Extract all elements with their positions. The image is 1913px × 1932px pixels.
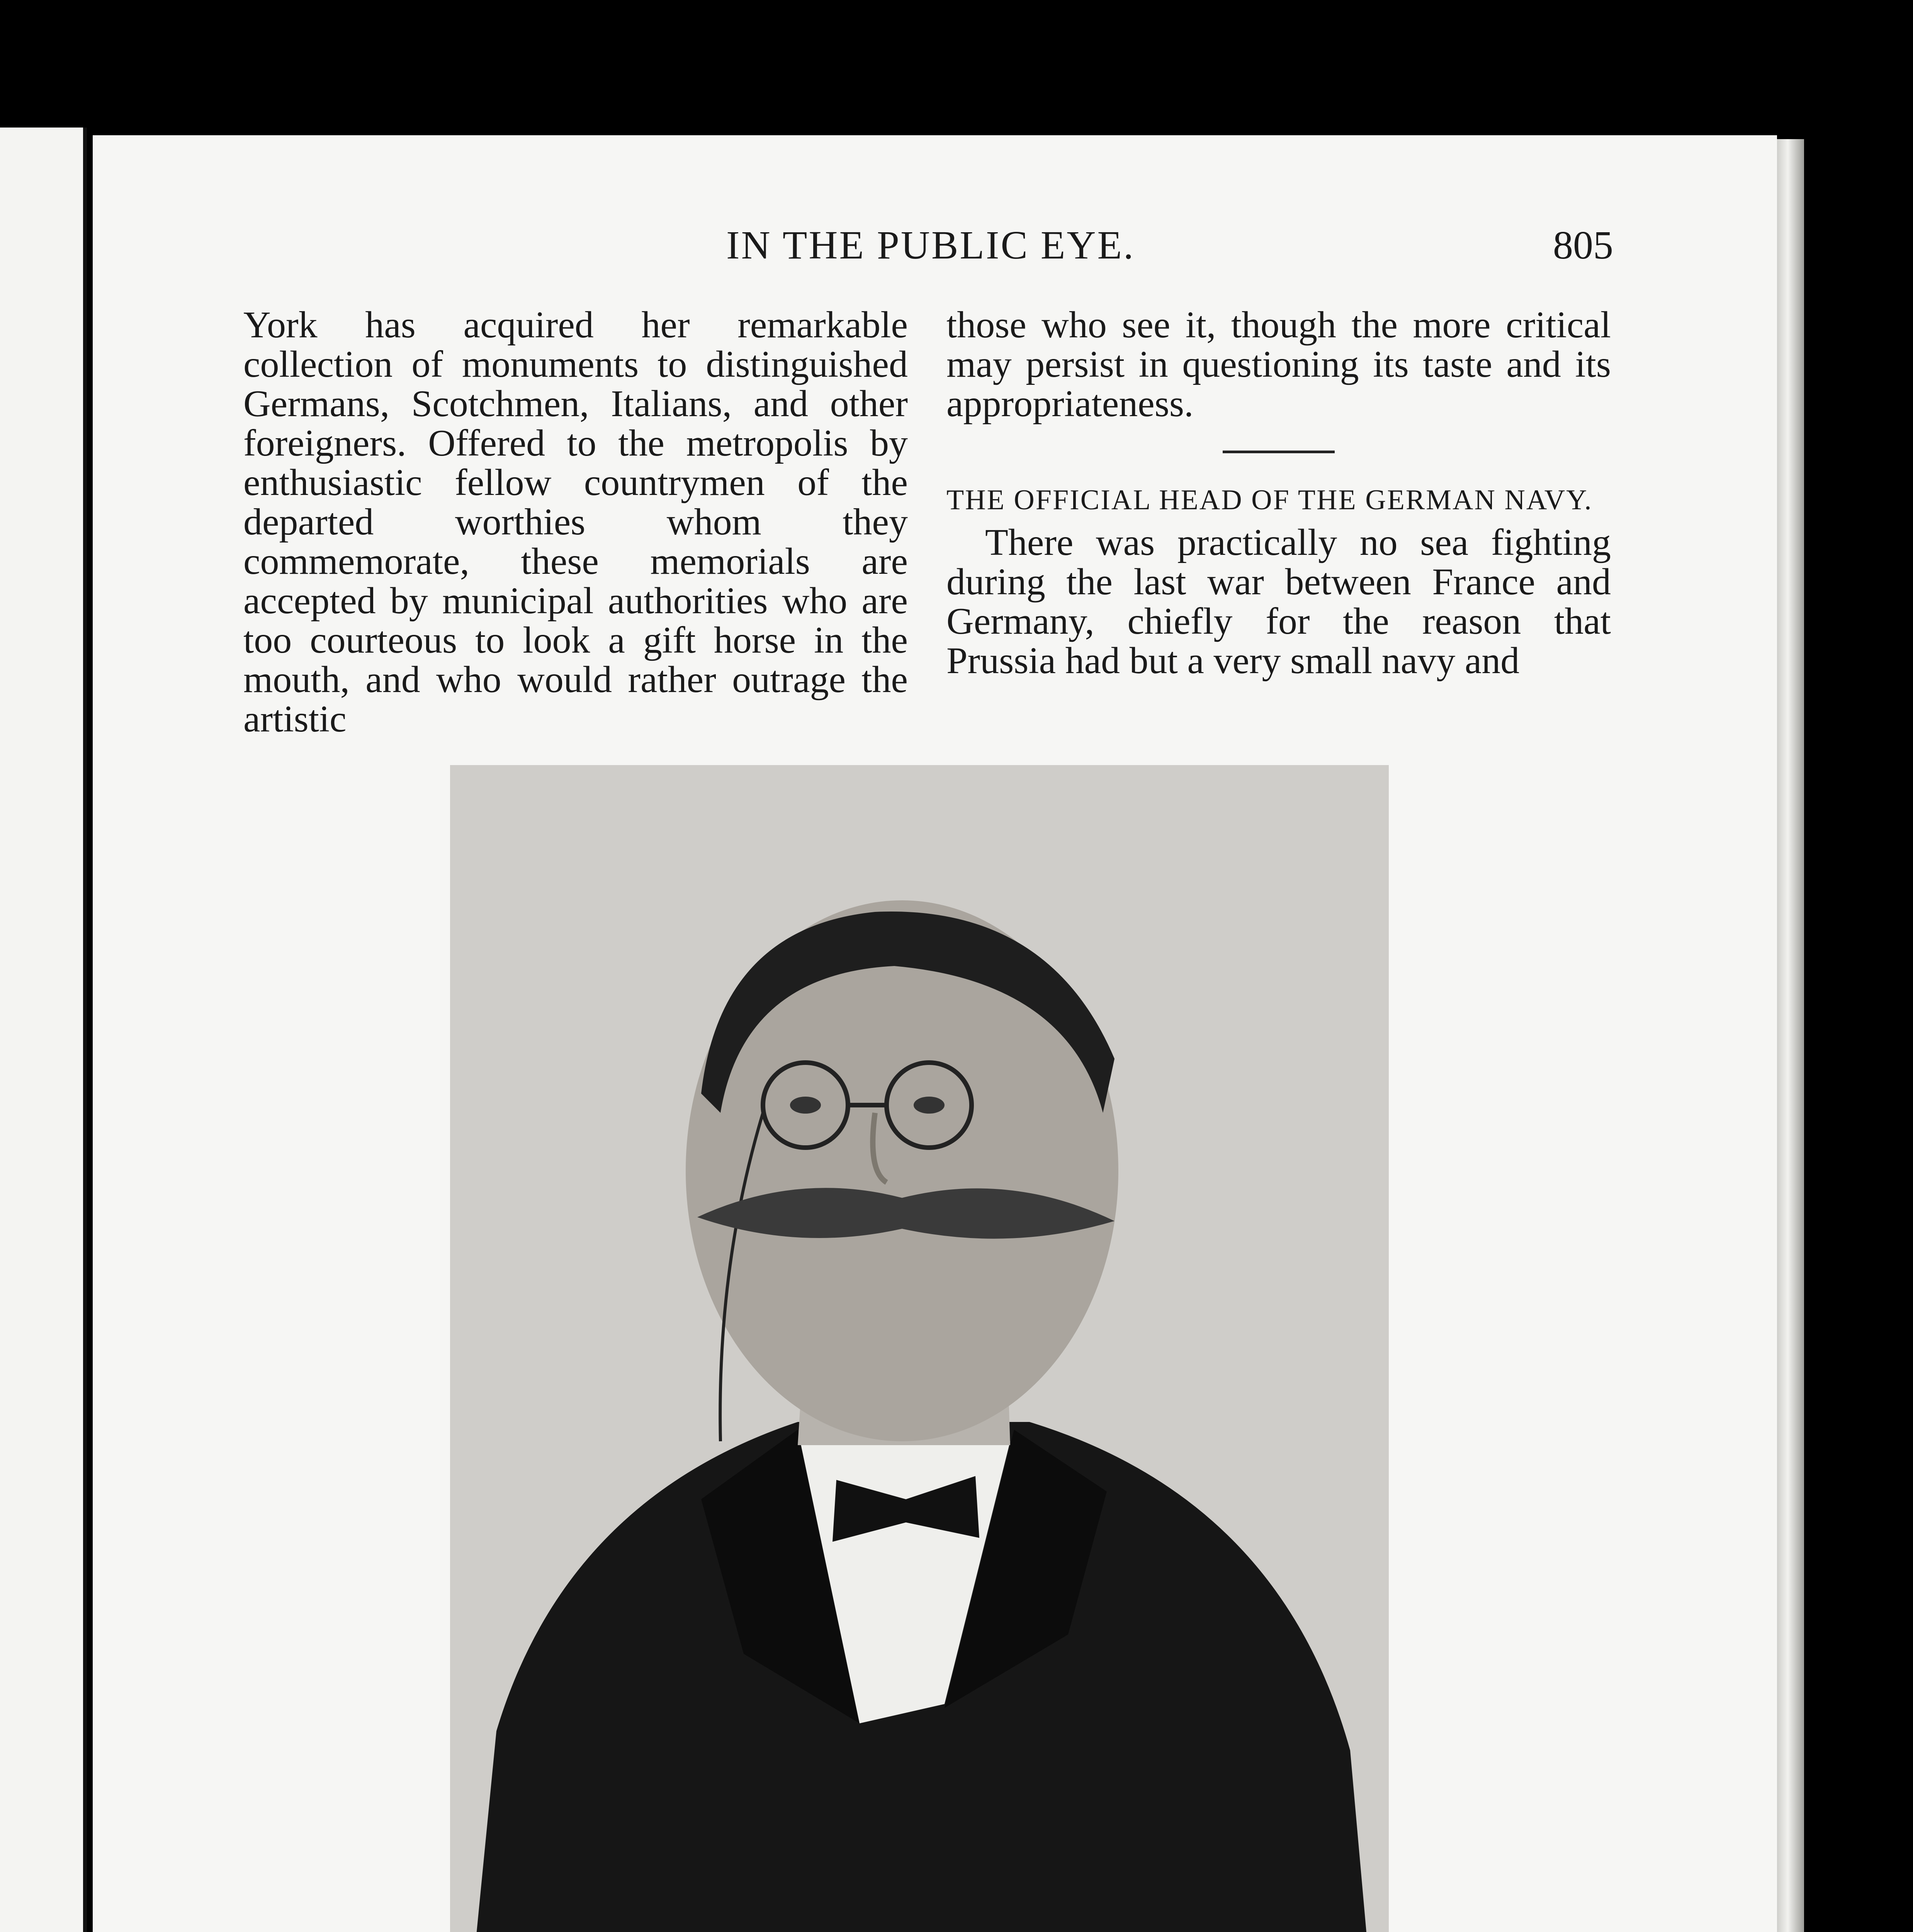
- section-heading: THE OFFICIAL HEAD OF THE GERMAN NAVY.: [946, 484, 1593, 516]
- portrait-photograph: [450, 765, 1389, 1932]
- running-title: IN THE PUBLIC EYE.: [726, 223, 1135, 267]
- top-left-column: [243, 305, 908, 739]
- page-edge-shadow: [1777, 139, 1804, 1932]
- facing-page-edge: [0, 128, 87, 1932]
- magazine-page: [93, 135, 1777, 1932]
- portrait-illustration: [450, 765, 1389, 1932]
- top-right-column: [946, 305, 1611, 680]
- paragraph: those who see it, though the more critical may persist in questioning its taste and its appropriateness.: [946, 304, 1611, 425]
- running-head: [93, 222, 1777, 276]
- section-divider: [1223, 451, 1335, 453]
- paragraph: York has acquired her remarkable collection of monuments to distinguished Germans, Scotchmen, Italians, and other foreigners. Offered to the metropolis by enthusiastic fellow countrymen of the departed worthies whom they commemorate, these memorials are accepted by municipal authorities who are too courteous to look a gift horse in the mouth, and who would rather outrage the artistic: [243, 304, 908, 740]
- page-number: 805: [1553, 223, 1613, 267]
- paragraph: There was practically no sea fighting during the last war between France and Germany, chiefly for the reason that Prussia had but a very small navy and: [946, 522, 1611, 682]
